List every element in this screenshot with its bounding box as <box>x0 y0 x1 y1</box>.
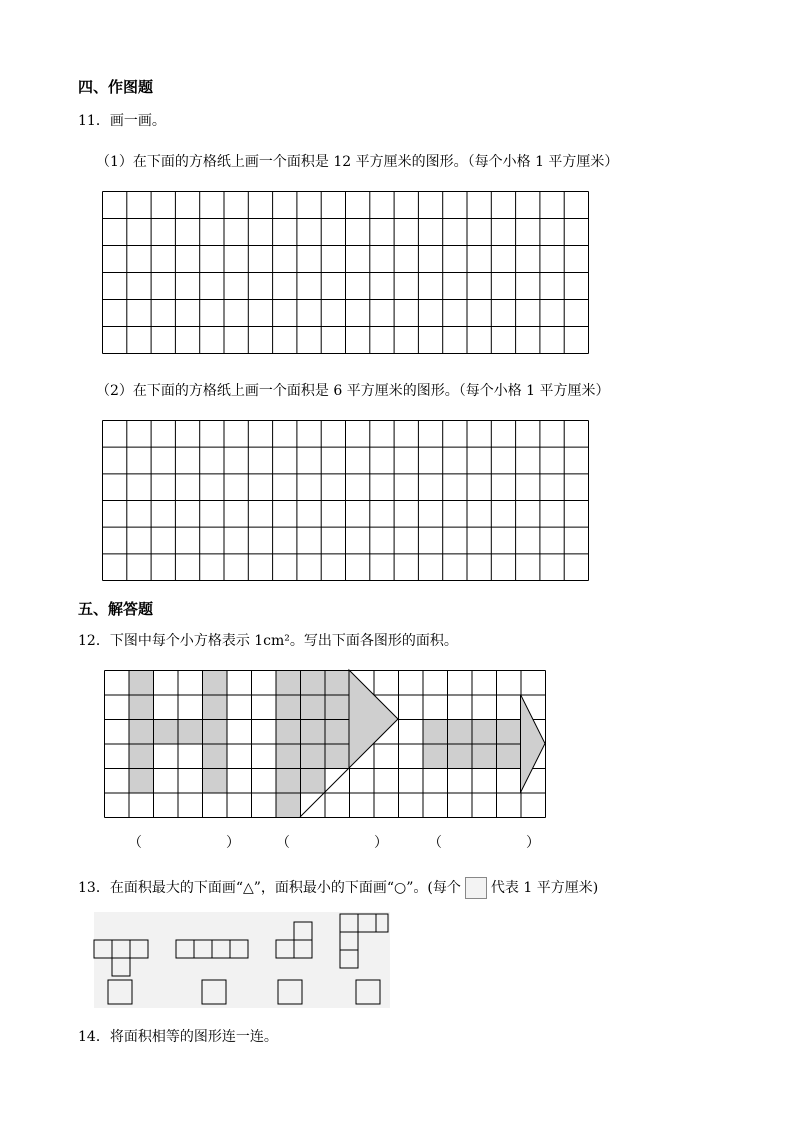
shaded-cell <box>496 719 521 744</box>
shaded-cell <box>300 744 325 769</box>
shaded-cell <box>153 719 178 744</box>
shaded-cell <box>447 744 472 769</box>
shaded-cell <box>276 768 301 793</box>
q13-stem <box>78 877 598 899</box>
shaded-cell <box>202 719 227 744</box>
arrow-head-2 <box>521 695 546 793</box>
q13-shapes-figure <box>94 912 390 1008</box>
shaded-cell <box>202 695 227 720</box>
q14-stem: 14．将面积相等的图形连一连。 <box>78 1029 278 1045</box>
shaded-cell <box>276 695 301 720</box>
q11-part2-text: （2）在下面的方格纸上画一个面积是 6 平方厘米的图形。（每个小格 1 平方厘米） <box>96 383 610 399</box>
shaded-cell <box>129 670 154 695</box>
shaded-cell <box>300 695 325 720</box>
unit-square-icon <box>465 877 487 899</box>
shaded-cell <box>496 744 521 769</box>
q12-answer-blank-1[interactable]: （ ） <box>128 835 240 851</box>
shaded-cell <box>325 719 350 744</box>
shaded-cell <box>447 719 472 744</box>
shaded-cell <box>423 719 448 744</box>
shaded-cell <box>325 670 350 695</box>
shaded-cell <box>202 670 227 695</box>
shaded-cell <box>202 768 227 793</box>
shaded-cell <box>276 719 301 744</box>
shaded-cell <box>325 695 350 720</box>
shaded-cell <box>300 719 325 744</box>
q11-part1-text: （1）在下面的方格纸上画一个面积是 12 平方厘米的图形。（每个小格 1 平方厘米） <box>96 154 619 170</box>
shaded-cell <box>472 719 497 744</box>
shaded-cell <box>178 719 203 744</box>
q12-answer-blank-2[interactable]: （ ） <box>276 835 388 851</box>
section-5-title: 五、解答题 <box>78 600 154 618</box>
shaded-cell <box>129 768 154 793</box>
shaded-cell <box>300 670 325 695</box>
shaded-cell <box>300 768 325 793</box>
grid-paper-1[interactable] <box>102 191 589 354</box>
q13-stem-before: 13．在面积最大的下面画“△”，面积最小的下面画“○”。(每个 <box>78 880 461 896</box>
section-4-title: 四、作图题 <box>78 78 154 96</box>
shaded-cell <box>202 744 227 769</box>
shaded-cell <box>129 719 154 744</box>
shaded-cell <box>325 744 350 769</box>
shaded-cell <box>423 744 448 769</box>
shaded-cell <box>276 670 301 695</box>
q12-answer-blank-3[interactable]: （ ） <box>428 835 540 851</box>
shaded-cell <box>129 695 154 720</box>
shaded-cell <box>129 744 154 769</box>
q12-stem: 12．下图中每个小方格表示 1cm²。写出下面各图形的面积。 <box>78 633 458 649</box>
q13-stem-after: 代表 1 平方厘米) <box>490 880 599 896</box>
grid-paper-2[interactable] <box>102 420 589 581</box>
shaded-cell <box>276 744 301 769</box>
q12-figure-grid <box>104 670 546 818</box>
shaded-cell <box>472 744 497 769</box>
q11-stem: 11．画一画。 <box>78 113 166 129</box>
shaded-cell <box>276 793 301 818</box>
